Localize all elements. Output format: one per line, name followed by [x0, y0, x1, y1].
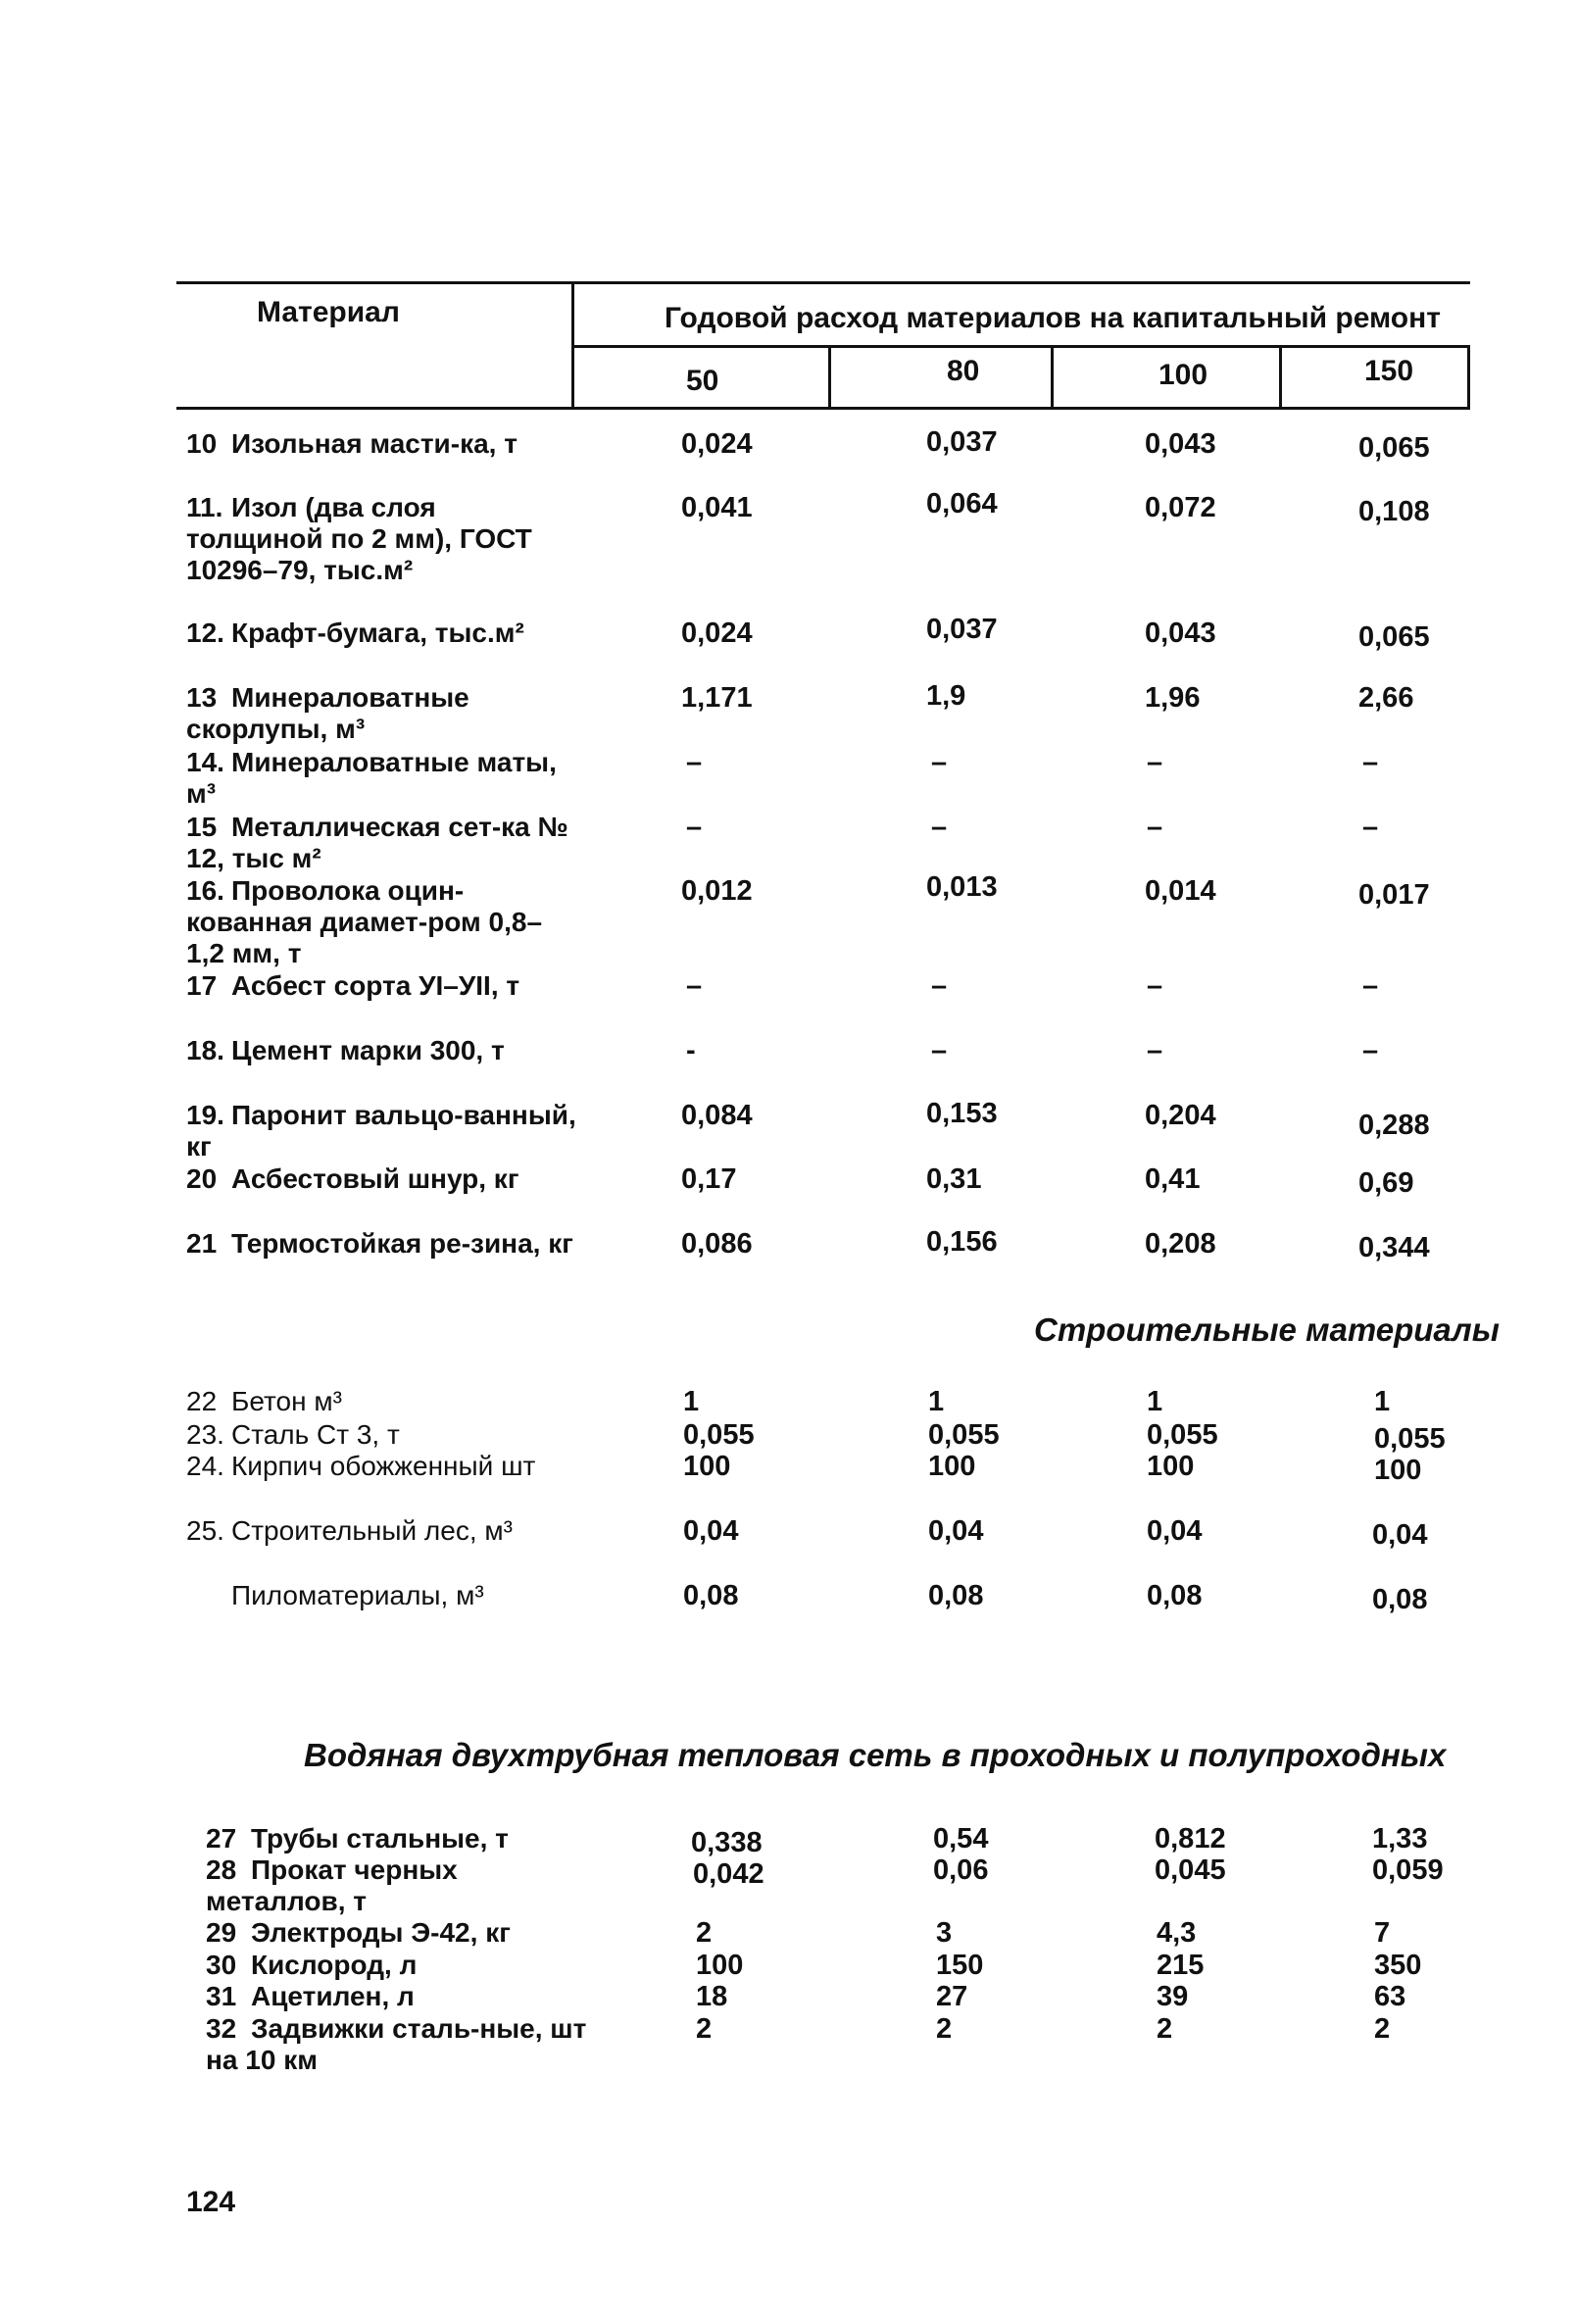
- row-number: 20: [186, 1163, 218, 1194]
- value-80: 0,54: [933, 1823, 989, 1854]
- value-50: 18: [696, 1981, 728, 2012]
- row-number: 17: [186, 970, 218, 1001]
- value-100: –: [1147, 812, 1163, 843]
- value-100: 0,04: [1147, 1515, 1203, 1547]
- material-name: Асбест сорта УI–УII, т: [231, 970, 520, 1001]
- value-150: 0,059: [1372, 1854, 1444, 1886]
- value-100: 0,043: [1145, 618, 1216, 649]
- value-150: 350: [1374, 1950, 1422, 1981]
- material-name: Бетон м³: [231, 1386, 342, 1416]
- row-number: 11.: [186, 492, 223, 522]
- header-col-100: 100: [1158, 359, 1208, 391]
- value-50: 0,338: [691, 1827, 763, 1858]
- value-150: 1,33: [1372, 1823, 1428, 1854]
- value-150: 0,288: [1358, 1110, 1430, 1141]
- header-col-50: 50: [686, 365, 719, 397]
- value-150: 0,108: [1358, 496, 1430, 527]
- row-number: 30: [206, 1950, 237, 1980]
- value-100: 4,3: [1157, 1917, 1197, 1949]
- value-80: –: [931, 747, 948, 778]
- value-50: 0,055: [683, 1419, 755, 1451]
- value-100: 0,41: [1145, 1163, 1201, 1195]
- value-150: 0,065: [1358, 621, 1430, 653]
- value-80: 2: [936, 2013, 953, 2045]
- row-number: 18.: [186, 1035, 224, 1065]
- value-150: 2: [1374, 2013, 1391, 2045]
- value-80: 27: [936, 1981, 968, 2012]
- material-name: Ацетилен, л: [251, 1981, 415, 2011]
- value-80: 0,064: [926, 488, 998, 519]
- row-number: 23.: [186, 1419, 224, 1450]
- value-80: 0,037: [926, 614, 998, 645]
- value-100: 1,96: [1145, 682, 1201, 714]
- material-name: Минераловатные маты, м³: [186, 747, 557, 809]
- value-150: 1: [1374, 1386, 1391, 1417]
- material-name: Проволока оцин-кованная диамет-ром 0,8–1,2 мм, т: [186, 875, 543, 968]
- material-name: Изол (два слоя толщиной по 2 мм), ГОСТ 10296–79, тыс.м²: [186, 492, 532, 585]
- row-number: 15: [186, 812, 218, 842]
- material-name: Пиломатериалы, м³: [231, 1580, 484, 1610]
- material-name: Задвижки сталь-ные, шт на 10 км: [206, 2013, 587, 2075]
- material-name: Прокат черных металлов, т: [206, 1854, 458, 1916]
- material-name: Трубы стальные, т: [251, 1823, 509, 1854]
- value-100: 1: [1147, 1386, 1163, 1417]
- value-100: 0,043: [1145, 428, 1216, 460]
- value-150: 100: [1374, 1455, 1422, 1486]
- value-100: 0,045: [1155, 1854, 1226, 1886]
- value-150: 0,344: [1358, 1232, 1430, 1263]
- value-150: 0,08: [1372, 1584, 1428, 1615]
- value-80: 0,08: [928, 1580, 984, 1611]
- col-divider-1: [828, 345, 831, 409]
- row-number: 12.: [186, 618, 224, 648]
- value-100: 0,072: [1145, 492, 1216, 523]
- header-material: Материал: [257, 296, 400, 328]
- value-50: 0,012: [681, 875, 753, 907]
- material-name: Кислород, л: [251, 1950, 418, 1980]
- value-150: –: [1362, 1035, 1379, 1066]
- row-number: 29: [206, 1917, 237, 1948]
- value-80: 0,013: [926, 871, 998, 903]
- material-name: Крафт-бумага, тыс.м²: [231, 618, 524, 648]
- value-100: 2: [1157, 2013, 1173, 2045]
- col-divider-3: [1279, 345, 1282, 409]
- value-80: 0,055: [928, 1419, 1000, 1451]
- value-80: 0,037: [926, 426, 998, 458]
- material-name: Сталь Ст 3, т: [231, 1419, 400, 1450]
- material-name: Паронит вальцо-ванный, кг: [186, 1100, 576, 1162]
- value-80: 1: [928, 1386, 945, 1417]
- material-name: Изольная масти-ка, т: [231, 428, 517, 459]
- header-col-80: 80: [947, 355, 980, 387]
- value-80: 1,9: [926, 680, 966, 712]
- material-name: Асбестовый шнур, кг: [231, 1163, 519, 1194]
- value-50: 0,04: [683, 1515, 739, 1547]
- value-150: –: [1362, 747, 1379, 778]
- header-bottom-rule: [176, 407, 1470, 410]
- header-group-title: Годовой расход материалов на капитальный ремонт: [665, 302, 1441, 334]
- value-80: 0,06: [933, 1854, 989, 1886]
- row-number: 32: [206, 2013, 237, 2044]
- value-100: 0,204: [1145, 1100, 1216, 1131]
- row-number: 13: [186, 682, 218, 713]
- value-100: 0,055: [1147, 1419, 1218, 1451]
- row-number: 25.: [186, 1515, 224, 1546]
- value-150: 0,065: [1358, 432, 1430, 464]
- value-100: 39: [1157, 1981, 1189, 2012]
- value-50: 0,08: [683, 1580, 739, 1611]
- value-80: –: [931, 970, 948, 1002]
- value-100: –: [1147, 747, 1163, 778]
- value-50: 1,171: [681, 682, 753, 714]
- row-number: 24.: [186, 1451, 224, 1481]
- value-150: 7: [1374, 1917, 1391, 1949]
- value-50: 0,17: [681, 1163, 737, 1195]
- value-50: 2: [696, 2013, 713, 2045]
- subheader-top-rule: [571, 345, 1470, 348]
- material-name: Металлическая сет-ка № 12, тыс м²: [186, 812, 568, 873]
- value-50: 0,042: [693, 1858, 764, 1890]
- value-80: 0,153: [926, 1098, 998, 1129]
- value-100: 100: [1147, 1451, 1195, 1482]
- col-divider-4: [1467, 345, 1470, 409]
- value-50: –: [686, 812, 703, 843]
- row-number: 28: [206, 1854, 237, 1885]
- row-number: 16.: [186, 875, 224, 906]
- value-80: –: [931, 1035, 948, 1066]
- section-title-construction: Строительные материалы: [1034, 1311, 1500, 1348]
- value-50: –: [686, 970, 703, 1002]
- value-100: 0,08: [1147, 1580, 1203, 1611]
- value-80: 100: [928, 1451, 976, 1482]
- value-150: 2,66: [1358, 682, 1414, 714]
- header-col-150: 150: [1364, 355, 1414, 387]
- value-50: 0,024: [681, 428, 753, 460]
- value-50: 0,024: [681, 618, 753, 649]
- value-80: 150: [936, 1950, 984, 1981]
- value-50: 100: [683, 1451, 731, 1482]
- value-150: 0,055: [1374, 1423, 1446, 1455]
- row-number: 19.: [186, 1100, 224, 1130]
- value-80: 0,31: [926, 1163, 982, 1195]
- page-number: 124: [186, 2186, 236, 2218]
- value-50: 0,084: [681, 1100, 753, 1131]
- value-150: 0,017: [1358, 879, 1430, 911]
- value-50: 0,041: [681, 492, 753, 523]
- value-100: 215: [1157, 1950, 1205, 1981]
- value-150: –: [1362, 970, 1379, 1002]
- col-divider-2: [1051, 345, 1054, 409]
- value-50: 2: [696, 1917, 713, 1949]
- value-100: –: [1147, 1035, 1163, 1066]
- material-name: Минераловатные скорлупы, м³: [186, 682, 469, 744]
- section-title-water-network: Водяная двухтрубная тепловая сеть в проходных и полупроходных: [304, 1737, 1447, 1773]
- value-100: –: [1147, 970, 1163, 1002]
- value-100: 0,014: [1145, 875, 1216, 907]
- value-100: 0,208: [1145, 1228, 1216, 1260]
- value-80: 3: [936, 1917, 953, 1949]
- material-name: Строительный лес, м³: [231, 1515, 513, 1546]
- value-100: 0,812: [1155, 1823, 1226, 1854]
- row-number: 27: [206, 1823, 237, 1854]
- value-80: 0,04: [928, 1515, 984, 1547]
- value-50: 0,086: [681, 1228, 753, 1260]
- row-number: 22: [186, 1386, 218, 1416]
- material-name: Кирпич обожженный шт: [231, 1451, 536, 1481]
- value-150: –: [1362, 812, 1379, 843]
- value-50: 1: [683, 1386, 700, 1417]
- row-number: 31: [206, 1981, 237, 2011]
- row-number: 10: [186, 428, 218, 459]
- value-150: 0,04: [1372, 1519, 1428, 1551]
- value-150: 0,69: [1358, 1167, 1414, 1199]
- material-name: Цемент марки 300, т: [231, 1035, 505, 1065]
- value-50: -: [686, 1035, 696, 1066]
- row-number: 21: [186, 1228, 218, 1259]
- material-name: Электроды Э-42, кг: [251, 1917, 511, 1948]
- row-number: 14.: [186, 747, 224, 777]
- value-80: 0,156: [926, 1226, 998, 1258]
- value-50: –: [686, 747, 703, 778]
- top-rule: [176, 281, 1470, 284]
- value-80: –: [931, 812, 948, 843]
- material-name: Термостойкая ре-зина, кг: [231, 1228, 573, 1259]
- value-150: 63: [1374, 1981, 1406, 2012]
- value-50: 100: [696, 1950, 744, 1981]
